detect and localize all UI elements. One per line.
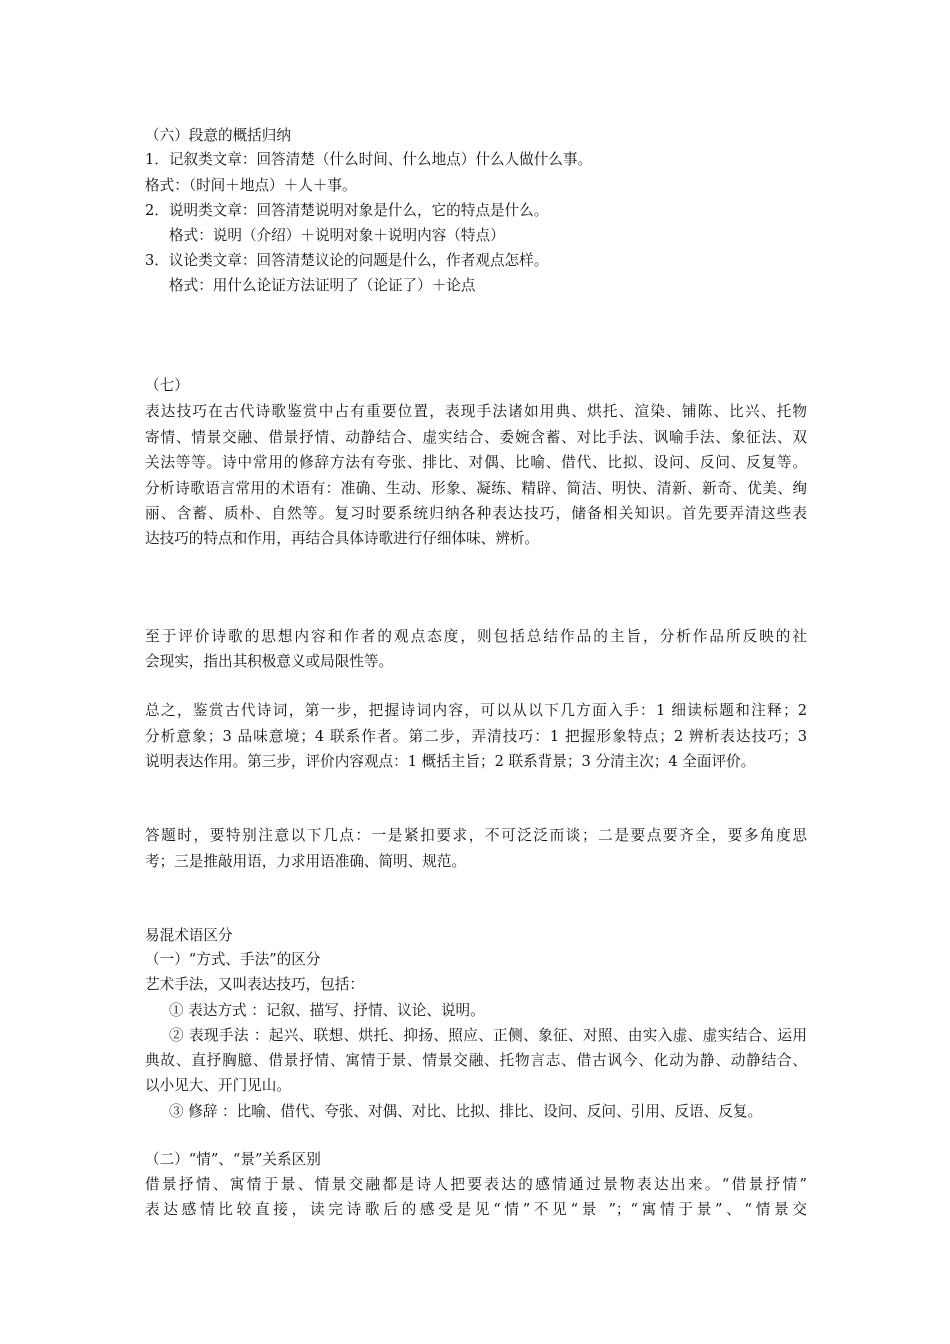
s7-line: 分析诗歌语言常用的术语有：准确、生动、形象、凝练、精辟、简洁、明快、清新、新奇、优美、绚 bbox=[145, 480, 807, 497]
s6-line-3: 2．说明类文章：回答清楚说明对象是什么，它的特点是什么。 bbox=[145, 202, 549, 219]
terms-heading: 易混术语区分 bbox=[145, 927, 233, 944]
terms-item-2-line-1: ② 表现手法 ：起兴、联想、烘托、抑扬、照应、正侧、象征、对照、由实入虚、虚实结合、运用 bbox=[169, 1027, 807, 1044]
terms-subheading-2: （二）“情”、“景”关系区别 bbox=[145, 1151, 321, 1168]
s6-line-1: 1．记叙类文章：回答清楚（什么时间、什么地点）什么人做什么事。 bbox=[145, 151, 593, 168]
terms-item-3: ③ 修辞 ：比喻、借代、夸张、对偶、对比、比拟、排比、设问、反问、引用、反语、反复。 bbox=[169, 1103, 763, 1120]
eval-line: 会现实，指出其积极意义或局限性等。 bbox=[145, 653, 394, 670]
s7-line: 达技巧的特点和作用，再结合具体诗歌进行仔细体味、辨析。 bbox=[145, 530, 540, 547]
s6-line-2: 格式：（时间＋地点）＋人＋事。 bbox=[145, 177, 357, 194]
terms-subheading-1: （一）“方式、手法”的区分 bbox=[145, 951, 321, 968]
s6-line-5: 3．议论类文章：回答清楚议论的问题是什么，作者观点怎样。 bbox=[145, 252, 549, 269]
summary-line: 总之，鉴赏古代诗词，第一步，把握诗词内容，可以从以下几方面入手：1 细读标题和注释；2 bbox=[145, 702, 807, 719]
s7-line: 表达技巧在古代诗歌鉴赏中占有重要位置，表现手法诸如用典、烘托、渲染、铺陈、比兴、托物 bbox=[145, 403, 807, 420]
summary-line: 说明表达作用。第三步，评价内容观点：1 概括主旨；2 联系背景；3 分清主次；4 全面评价。 bbox=[145, 753, 756, 770]
terms-intro: 艺术手法，又叫表达技巧，包括： bbox=[145, 976, 364, 993]
terms-item-1: ① 表达方式 ：记叙、描写、抒情、议论、说明。 bbox=[169, 1002, 485, 1019]
s7-line: 寄情、情景交融、借景抒情、动静结合、虚实结合、委婉含蓄、对比手法、讽喻手法、象征法、双 bbox=[145, 429, 807, 446]
summary-line: 分析意象；3 品味意境；4 联系作者。第二步，弄清技巧：1 把握形象特点；2 辨析表达技巧；3 bbox=[145, 728, 807, 745]
terms-item-2-line-2: 典故、直抒胸臆、借景抒情、寓情于景、情景交融、托物言志、借古讽今、化动为静、动静结合、 bbox=[145, 1052, 807, 1069]
terms-para-line-1: 借景抒情、寓情于景、情景交融都是诗人把要表达的感情通过景物表达出来。“借景抒情” bbox=[145, 1176, 807, 1193]
answer-line: 考；三是推敲用语，力求用语准确、简明、规范。 bbox=[145, 853, 467, 870]
section-6-heading: （六）段意的概括归纳 bbox=[145, 127, 291, 144]
s6-line-6: 格式：用什么论证方法证明了（论证了）＋论点 bbox=[169, 277, 476, 294]
terms-item-2-line-3: 以小见大、开门见山。 bbox=[145, 1077, 291, 1094]
answer-line: 答题时，要特别注意以下几点：一是紧扣要求，不可泛泛而谈；二是要点要齐全，要多角度思 bbox=[145, 827, 807, 844]
eval-line: 至于评价诗歌的思想内容和作者的观点态度，则包括总结作品的主旨，分析作品所反映的社 bbox=[145, 628, 807, 645]
s6-line-4: 格式：说明（介绍）＋说明对象＋说明内容（特点） bbox=[169, 227, 505, 244]
terms-para-line-2: 表达感情比较直接，读完诗歌后的感受是见“情”不见“景 ”；“寓情于景”、“情景交 bbox=[145, 1201, 807, 1218]
s7-line: 丽、含蓄、质朴、自然等。复习时要系统归纳各种表达技巧，储备相关知识。首先要弄清这些表 bbox=[145, 505, 807, 522]
s7-line: 关法等等。诗中常用的修辞方法有夸张、排比、对偶、比喻、借代、比拟、设问、反问、反复等。 bbox=[145, 454, 807, 471]
section-7-heading: （七） bbox=[145, 377, 189, 394]
